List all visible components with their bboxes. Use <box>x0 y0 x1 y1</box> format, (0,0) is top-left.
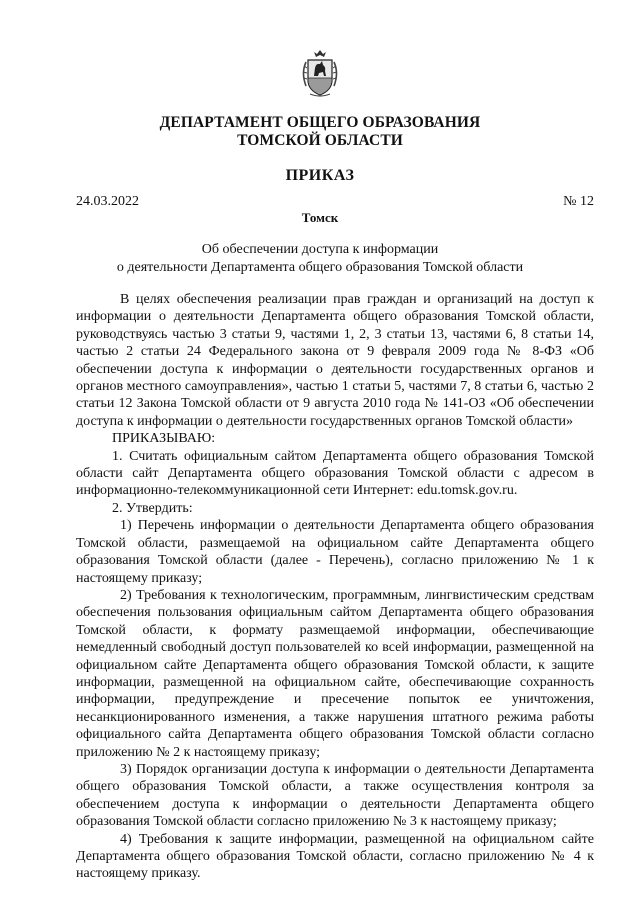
text-line: настоящему приказу. <box>76 866 201 882</box>
text-line: руководствуясь частью 3 статьи 9, частями 1, 2, 3 статьи 13, частями 6, 8 статьи 14, <box>76 326 594 342</box>
subject-line: Об обеспечении доступа к информации <box>201 242 439 257</box>
text-line: Томской области, к формату размещаемой информации, обеспечивающие <box>76 622 594 638</box>
text-line: информации, предупреждение и пресечение попыток ее уничтожения, <box>76 692 594 708</box>
text-line: приложению № 2 к настоящему приказу; <box>76 744 321 760</box>
document-subject <box>0 241 640 277</box>
document-body <box>76 291 594 883</box>
tomsk-oblast-coat-of-arms-icon <box>300 48 340 98</box>
text-line: информации, размещенной на официальном сайте, обеспечивающие сохранность <box>76 674 594 690</box>
text-line: доступа к информации о деятельности государственных органов Томской области» <box>76 413 574 429</box>
text-line: Томской области, размещаемой на официальном сайте Департамента общего <box>76 535 594 551</box>
text-line: В целях обеспечения реализации прав граждан и организаций на доступ к <box>120 292 594 307</box>
text-line: обеспечения пользования официальным сайтом Департамента общего образования <box>76 605 594 621</box>
text-line: официальном сайте Департамента общего образования Томской области, к защите <box>76 657 594 673</box>
text-line: образования Томской области (далее - Перечень), согласно приложению № 1 к <box>76 553 594 569</box>
text-line: 1) Перечень информации о деятельности Департамента общего образования <box>120 518 594 534</box>
text-line: несанкционированного изменения, а также нарушения штатного режима работы <box>76 709 594 725</box>
text-line: 1. Считать официальным сайтом Департамента общего образования Томской <box>112 448 594 464</box>
department-name-line2: ТОМСКОЙ ОБЛАСТИ <box>237 132 403 149</box>
text-line: 4) Требования к защите информации, размещенной на официальном сайте <box>120 831 594 847</box>
item-2-title: 2. Утвердить: <box>112 500 193 516</box>
text-line: официального сайта Департамента общего образования Томской области согласно <box>76 727 594 743</box>
sub-item-3-paragraph <box>76 761 594 831</box>
text-line: статьи 12 Закона Томской области от 9 августа 2010 года № 141-ОЗ «Об обеспечении <box>76 396 594 412</box>
text-line: настоящему приказу; <box>76 570 203 586</box>
preamble-paragraph <box>76 291 594 430</box>
text-line: обеспечением доступа к информации о деятельности Департамента общего <box>76 796 594 812</box>
text-line: немедленный свободный доступ пользователей ко всей информации, размещенной на <box>76 640 594 656</box>
document-number: № 12 <box>563 194 594 209</box>
department-name-line1: ДЕПАРТАМЕНТ ОБЩЕГО ОБРАЗОВАНИЯ <box>159 114 481 131</box>
sub-item-2-paragraph <box>76 587 594 761</box>
document-type: ПРИКАЗ <box>285 167 355 184</box>
text-line: обеспечении доступа к информации о деятельности государственных органов и <box>76 361 594 377</box>
document-date: 24.03.2022 <box>76 194 139 209</box>
text-line: Департамента общего образования Томской области, согласно приложению № 4 к <box>76 849 594 864</box>
sub-item-4-paragraph <box>76 831 594 883</box>
text-line: 3) Порядок организации доступа к информации о деятельности Департамента <box>120 761 594 777</box>
sub-item-1-paragraph <box>76 517 594 587</box>
text-line: 2) Требования к технологическим, программным, лингвистическим средствам <box>120 587 594 603</box>
text-line: образования Томской области согласно приложению № 3 к настоящему приказу; <box>76 814 557 830</box>
text-line: общего образования Томской области, а также осуществления контроля за <box>76 779 594 795</box>
text-line: области сайт Департамента общего образования Томской области с адресом в <box>76 466 594 482</box>
text-line: информационно-телекоммуникационной сети Интернет: edu.tomsk.gov.ru. <box>76 483 518 499</box>
item-1-paragraph <box>76 448 594 500</box>
subject-line: о деятельности Департамента общего образования Томской области <box>116 260 524 275</box>
document-city: Томск <box>301 210 339 225</box>
order-word: ПРИКАЗЫВАЮ: <box>112 431 216 447</box>
text-line: органов местного самоуправления», частью 1 статьи 5, частями 7, 8 статьи 6, частью 2 <box>76 379 594 395</box>
text-line: информации о деятельности Департамента общего образования Томской области, <box>76 309 594 325</box>
text-line: частью 2 статьи 24 Федерального закона от 9 февраля 2009 года № 8-ФЗ «Об <box>76 344 594 360</box>
